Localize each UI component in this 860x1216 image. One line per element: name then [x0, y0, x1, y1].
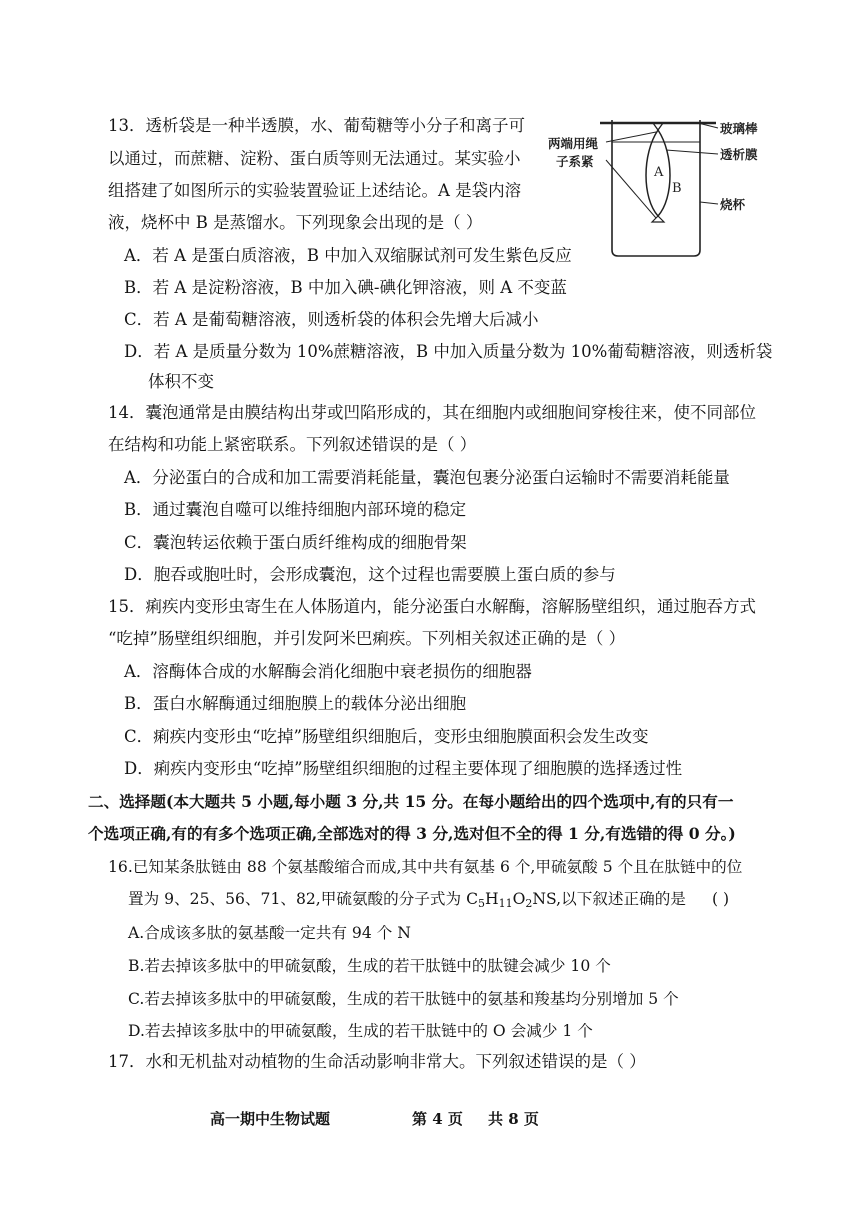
membrane-label: 透析膜 [720, 147, 758, 162]
q14-line-1: 14．囊泡通常是由膜结构出芽或凹陷形成的，其在细胞内或细胞间穿梭往来，使不同部位 [108, 403, 756, 422]
q14-line-2: 在结构和功能上紧密联系。下列叙述错误的是（ ） [108, 435, 477, 454]
q15-line-2: “吃掉”肠壁组织细胞，并引发阿米巴痢疾。下列相关叙述正确的是（ ） [108, 629, 626, 648]
beaker-label: 烧杯 [720, 197, 746, 212]
q16-line-2 [128, 888, 686, 915]
q15-option-b: B．蛋白水解酶通过细胞膜上的载体分泌出细胞 [124, 694, 467, 713]
q15-option-c: C．痢疾内变形虫“吃掉”肠壁组织细胞后，变形虫细胞膜面积会发生改变 [124, 727, 649, 746]
section-2-line-1: 二、选择题(本大题共 5 小题,每小题 3 分,共 15 分。在每小题给出的四个选项中,有的只有一 [88, 792, 734, 811]
footer-page-number: 第 4 页 [412, 1110, 463, 1128]
q13-line-4: 液，烧杯中 B 是蒸馏水。下列现象会出现的是（ ） [108, 213, 483, 232]
q15-option-d: D．痢疾内变形虫“吃掉”肠壁组织细胞的过程主要体现了细胞膜的选择透过性 [124, 759, 683, 778]
q16-h: H [485, 890, 499, 908]
q17-line-1: 17．水和无机盐对动植物的生命活动影响非常大。下列叙述错误的是（ ） [108, 1052, 646, 1071]
q15-option-a: A．溶酶体合成的水解酶会消化细胞中衰老损伤的细胞器 [124, 662, 532, 681]
rope-label-1: 两端用绳 [548, 136, 599, 151]
q14-option-d: D．胞吞或胞吐时，会形成囊泡，这个过程也需要膜上蛋白质的参与 [124, 565, 616, 584]
q13-option-a: A．若 A 是蛋白质溶液，B 中加入双缩脲试剂可发生紫色反应 [124, 246, 572, 265]
q15-line-1: 15．痢疾内变形虫寄生在人体肠道内，能分泌蛋白水解酶，溶解肠壁组织，通过胞吞方式 [108, 597, 756, 616]
q13-line-2: 以通过，而蔗糖、淀粉、蛋白质等则无法通过。某实验小 [108, 149, 521, 168]
q16-answer-bracket: ( ) [712, 890, 730, 908]
footer-title: 高一期中生物试题 [210, 1110, 331, 1128]
q13-option-d-cont: 体积不变 [148, 372, 214, 391]
q16-option-b: B.若去掉该多肽中的甲硫氨酸，生成的若干肽链中的肽键会减少 10 个 [128, 957, 611, 975]
label-b: B [672, 181, 682, 196]
rope-label-2: 子系紧 [556, 154, 594, 169]
q13-option-b: B．若 A 是淀粉溶液，B 中加入碘-碘化钾溶液，则 A 不变蓝 [124, 278, 567, 297]
q16-o: O [512, 890, 526, 908]
q14-option-a: A．分泌蛋白的合成和加工需要消耗能量，囊泡包裹分泌蛋白运输时不需要消耗能量 [124, 468, 730, 487]
q14-option-b: B．通过囊泡自噬可以维持细胞内部环境的稳定 [124, 500, 467, 519]
q13-option-c: C．若 A 是葡萄糖溶液，则透析袋的体积会先增大后减小 [124, 310, 539, 329]
q16-sub-11: 11 [498, 897, 513, 910]
q13-line-3: 组搭建了如图所示的实验装置验证上述结论。A 是袋内溶 [108, 181, 522, 200]
label-a: A [654, 165, 664, 180]
q16-sub-5: 5 [478, 897, 485, 910]
beaker-outline [612, 120, 700, 256]
q16-line-2-post: NS,以下叙述正确的是 [532, 890, 686, 908]
footer-total-pages: 共 8 页 [488, 1110, 539, 1128]
q13-line-1: 13．透析袋是一种半透膜，水、葡萄糖等小分子和离子可 [108, 116, 525, 135]
q16-option-c: C.若去掉该多肽中的甲硫氨酸，生成的若干肽链中的氨基和羧基均分别增加 5 个 [128, 990, 679, 1008]
q16-sub-2: 2 [525, 897, 533, 910]
q16-option-d: D.若去掉该多肽中的甲硫氨酸，生成的若干肽链中的 O 会减少 1 个 [128, 1022, 593, 1040]
q16-line-2-pre: 置为 9、25、56、71、82,甲硫氨酸的分子式为 C [128, 890, 478, 908]
q16-line-1: 16.已知某条肽链由 88 个氨基酸缩合而成,其中共有氨基 6 个,甲硫氨酸 5 个且在肽链中的位 [108, 858, 743, 876]
section-2-line-2: 个选项正确,有的有多个选项正确,全部选对的得 3 分,选对但不全的得 1 分,有选错的得 0 分。) [88, 824, 736, 843]
glass-rod-label: 玻璃棒 [720, 121, 758, 136]
dialysis-bag-diagram [548, 112, 810, 262]
q16-option-a: A.合成该多肽的氨基酸一定共有 94 个 N [128, 924, 411, 942]
q13-option-d: D．若 A 是质量分数为 10%蔗糖溶液，B 中加入质量分数为 10%葡萄糖溶液，则透析袋 [124, 342, 773, 361]
q14-option-c: C．囊泡转运依赖于蛋白质纤维构成的细胞骨架 [124, 533, 467, 552]
